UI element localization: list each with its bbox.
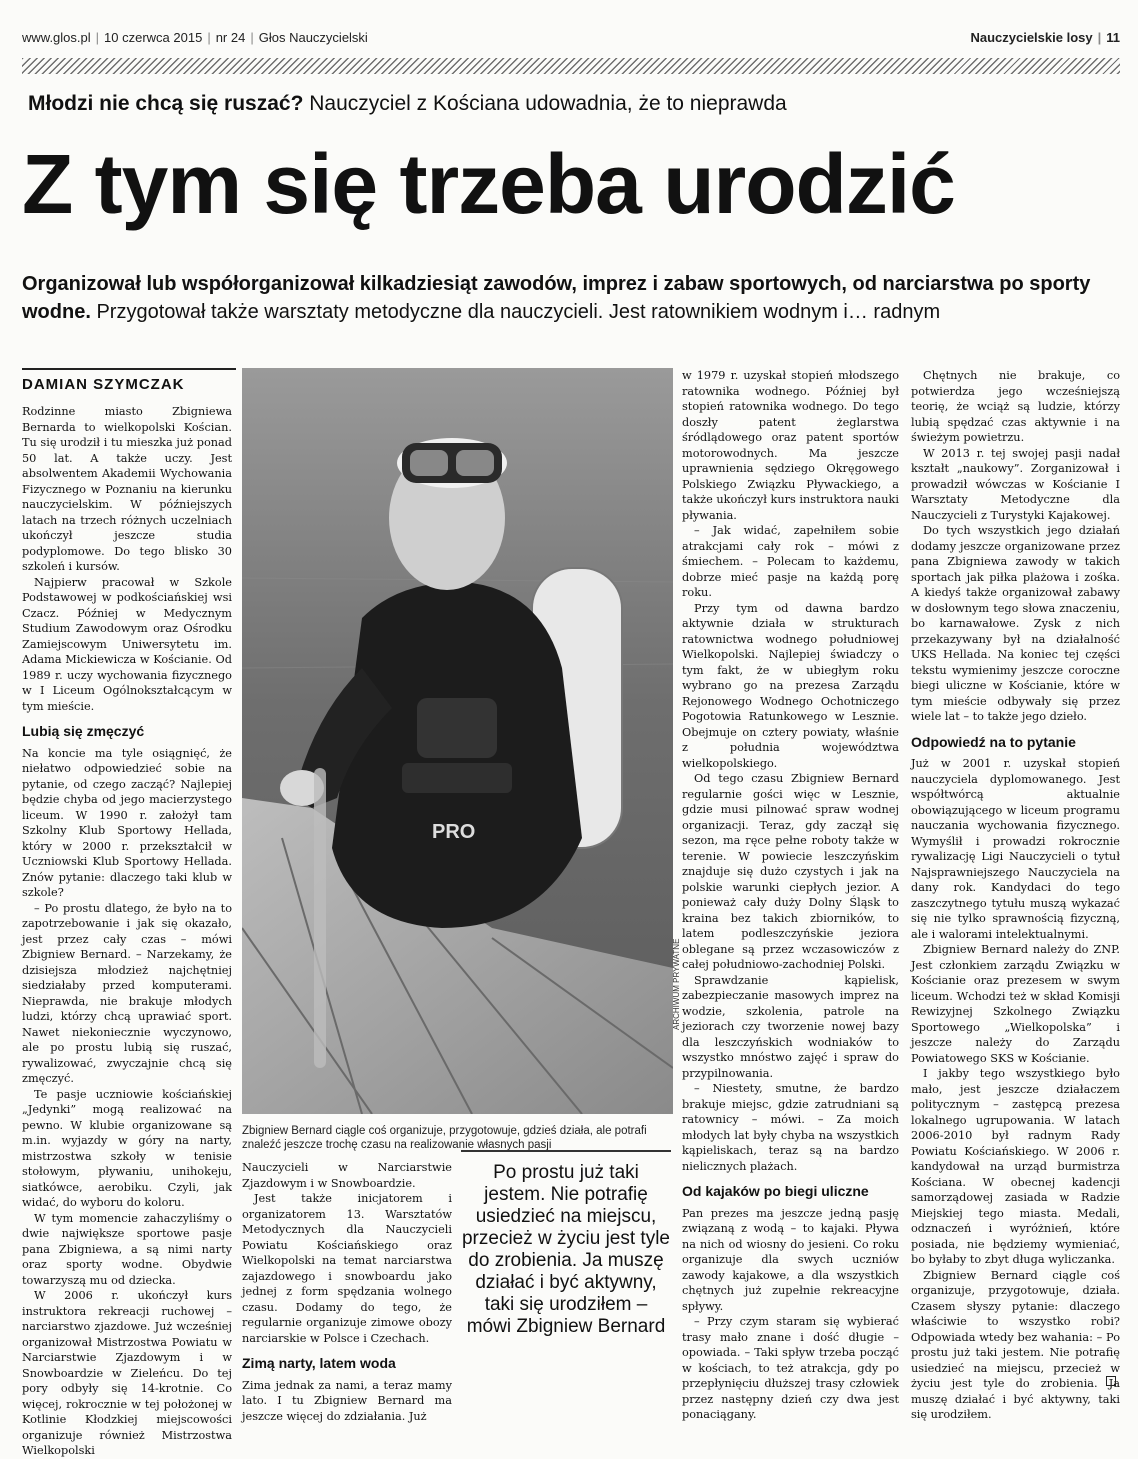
paragraph: – Przy czym staram się wybierać trasy mało znane i dość długie – opowiada. – Taki spływ trzeba począć w kościach, to też atrakcja, gdy po przepłynięciu dłuższej trasy człowiek przez następny dzień czy dwa jest ponaciągany. [682, 1315, 899, 1421]
photo-credit: ARCHIWUM PRYWATNE [672, 938, 681, 1030]
paragraph: Pan prezes ma jeszcze jedną pasję związaną z wodą – to kajaki. Pływa na nich od wiosny do jesieni. Co roku organizuje dla swych uczniów zawody kajakowe, a dla wszystkich chętnych już zupełnie rekreacyjne spływy. [682, 1206, 899, 1313]
column-3 [682, 368, 899, 1423]
header-left: www.glos.pl | 10 czerwca 2015 | nr 24 | Głos Nauczycielski [22, 30, 368, 45]
pull-quote: Po prostu już taki jestem. Nie potrafię usiedzieć na miejscu, przecież w życiu jest tyle do zrobienia. Ja muszę działać i być aktywny, taki się urodziłem – mówi Zbigniew Bernard [461, 1150, 671, 1338]
photo-caption: Zbigniew Bernard ciągle coś organizuje, przygotowuje, gdzieś działa, ale potrafi znaleźć jeszcze trochę czasu na realizowanie własnych pasji [242, 1125, 647, 1151]
paragraph: Te pasje uczniowie kościańskiej „Jedynki” mogą realizować na pewno. W klubie organizowane są m.in. wyjazdy w góry na narty, mistrzostwa szkoły w tenisie stołowym, pływaniu, unihokeju, siatkówce, aerobiku. Czyli, jak widać, do wyboru do koloru. [22, 1087, 232, 1209]
paragraph: Od tego czasu Zbigniew Bernard regularnie gości więc w Lesznie, gdzie musi pilnować spraw wodnej organizacji. Teraz, gdy zaczął się sezon, ma ręce pełne roboty także w terenie. W powiecie leszczyńskim znajduje się dużo czystych i jak na polskie warunki ciepłych jezior. A ponieważ cały duży Dolny Śląsk to kraina bez takich zbiorników, to latem podleszczyńskie jeziora oblegane są przez wczasowiczów z całej południowo-zachodniej Polski. [682, 772, 899, 971]
paragraph: w 1979 r. uzyskał stopień młodszego ratownika wodnego. Później był stopień ratownika wodnego. Do tego doszły patent żeglarstwa śródlądowego oraz patent sportów motorowodnych. Ma jeszcze uprawnienia sędziego Okręgowego Polskiego Związku Pływackiego, a także ukończył kurs instruktora nauki pływania. [682, 369, 899, 522]
subheading: Lubią się zmęczyć [22, 723, 145, 739]
paragraph: W 2013 r. tej swojej pasji nadał kształt „naukowy”. Zorganizował i prowadził wówczas w Kościanie I Warsztaty Metodyczne dla Nauczycieli z Turystyki Kajakowej. [911, 446, 1120, 522]
paragraph: Najpierw pracował w Szkole Podstawowej w podkościańskiej wsi Czacz. Później w Medycznym Studium Zawodowym oraz Ośrodku Zamiejscowym Uniwersytetu im. Adama Mickiewicza w Kościanie. Od 1989 r. uczy wychowania fizycznego w I Liceum Ogólnokształcącym w tym mieście. [22, 575, 232, 713]
kicker-bold: Młodzi nie chcą się ruszać? [28, 92, 304, 115]
column-1 [22, 404, 232, 1459]
paragraph: Do tych wszystkich jego działań dodamy jeszcze organizowane przez pana Zbigniewa zawody w takich sportach jak piłka plażowa i zośka. A kiedyś także organizował zabawy w dosłownym tego słowa znaczeniu, bo karnawałowe. Zysk z nich przekazywany był na działalność UKS Hellada. Na koniec tej części tekstu wymienimy jeszcze coroczne biegi uliczne w Kościanie, które w tym mieście odbywały się przez wiele lat – to także jego dzieło. [911, 524, 1120, 723]
section-name: Nauczycielskie losy [970, 30, 1093, 45]
paragraph: W 2006 r. ukończył kurs instruktora rekreacji ruchowej – narciarstwo zjazdowe. Już wcześniej organizował Mistrzostwa Powiatu w Narciarstwie Zjazdowym i w Snowboardzie w Zieleńcu. Do tej pory odbyły się 14-krotnie. Co więcej, rokrocznie w tej położonej w Kotlinie Kłodzkiej miejscowości organizuje również Mistrzostwa Wielkopolski [22, 1289, 232, 1457]
page-number: 11 [1106, 30, 1120, 45]
lead-rest: Przygotował także warsztaty metodyczne dla nauczycieli. Jest ratownikiem wodnym i… radnym [96, 301, 941, 323]
kicker-rest: Nauczyciel z Kościana udowadnia, że to nieprawda [309, 92, 787, 115]
column-2 [242, 1160, 452, 1424]
article-photo [242, 368, 673, 1114]
kicker [28, 92, 787, 116]
column-4 [911, 368, 1120, 1423]
site-url: www.glos.pl [22, 30, 91, 45]
byline-rule [22, 368, 236, 370]
paragraph: – Niestety, smutne, że bardzo brakuje miejsc, gdzie zatrudniani są ratownicy – mówi. – Za moich młodych lat były chyba na wszystkich kąpieliskach, teraz są na bardzo nielicznych plażach. [682, 1082, 899, 1173]
subheading: Od kajaków po biegi uliczne [682, 1183, 869, 1199]
issue-number: nr 24 [215, 30, 246, 45]
issue-date: 10 czerwca 2015 [104, 30, 203, 45]
wetsuit-text: PRO [432, 821, 476, 843]
paragraph: – Po prostu dlatego, że było na to zapotrzebowanie i jak się okazało, jest przez cały czas – mówi Zbigniew Bernard. – Narzekamy, że dzisiejsza młodzież najchętniej siedziałaby przed komputerami. Nieprawda, nie brakuje młodych ludzi, którzy chcą uprawiać sport. Nawet niekoniecznie wyczynowo, ale po prostu lubią się ruszać, rywalizować, zwyczajnie chcą się zmęczyć. [22, 901, 232, 1085]
end-of-article-mark [1106, 1376, 1116, 1386]
paragraph: Przy tym od dawna bardzo aktywnie działa w strukturach ratownictwa wodnego południowej Wielkopolski. Najlepiej świadczy o tym fakt, że w ubiegłym roku wybrano go na prezesa Zarządu Rejonowego Wodnego Ochotniczego Pogotowia Ratunkowego w Lesznie. Obejmuje on cztery powiaty, właśnie z południa województwa wielkopolskiego. [682, 601, 899, 770]
page-header [22, 30, 1120, 52]
paragraph: Nauczycieli w Narciarstwie Zjazdowym i w Snowboardzie. [242, 1161, 452, 1190]
hatched-divider [22, 58, 1120, 74]
paragraph: – Jak widać, zapełniłem sobie atrakcjami cały rok – mówi z śmiechem. – Polecam to każdemu, dobrze mieć pasje na każdą porę roku. [682, 524, 899, 599]
paragraph: Już w 2001 r. uzyskał stopień nauczyciela dyplomowanego. Jest współtwórcą aktualnie obowiązującego w liceum programu nauczania wychowania fizycznego. Wymyślił i prowadzi rokrocznie rywalizację Ligi Nauczycieli o tytuł Najsprawniejszego Nauczyciela na dany rok. Kandydaci do tego zaszczytnego tytułu muszą wykazać się nie tylko sprawnością fizyczną, ale i walorami intelektualnymi. [911, 757, 1120, 941]
paragraph: Zbigniew Bernard należy do ZNP. Jest członkiem zarządu Związku w Kościanie oraz prezesem w swym liceum. Wchodzi też w skład Komisji Rewizyjnej Szkolnego Związku Sportowego „Wielkopolska” i jeszcze należy do Zarządu Powiatowego SKS w Kościanie. [911, 943, 1120, 1065]
paragraph: Sprawdzanie kąpielisk, zabezpieczanie masowych imprez na wodzie, szkolenia, patrole na jeziorach czy tworzenie nowej bazy dla leszczyńskich wodniaków to wszystko mnóstwo zajęć i spraw do przypilnowania. [682, 973, 899, 1080]
lead [22, 270, 1122, 326]
header-right: Nauczycielskie losy | 11 [970, 30, 1120, 45]
publication-name: Głos Nauczycielski [258, 30, 368, 45]
paragraph: I jakby tego wszystkiego było mało, jest jeszcze działaczem politycznym – zastępcą prezesa lokalnego ugrupowania. W latach 2006-2010 był radnym Rady Powiatu Kościańskiego. W 2006 r. kandydował na urząd burmistrza Kościana. W obecnej kadencji samorządowej zasiada w Radzie Miejskiej tego miasta. Medali, odznaczeń i wyróżnień, które posiada, nie będziemy wymieniać, bo byłaby to zbyt długa wyliczanka. [911, 1067, 1120, 1266]
lead-bold: Organizował lub współorganizował kilkadziesiąt zawodów, imprez i zabaw sportowych, od narciarstwa po sporty wodne. [22, 273, 1091, 323]
paragraph: Zbigniew Bernard ciągle coś organizuje, przygotowuje, działa. Czasem słyszy pytanie: dlaczego właściwie to wszystko robi? Odpowiada wtedy bez wahania: – Po prostu już taki jestem. Nie potrafię usiedzieć na miejscu, przecież w życiu jest tyle do zrobienia. Ja muszę działać i być aktywny, taki się urodziłem. [911, 1268, 1120, 1421]
paragraph: W tym momencie zahaczyliśmy o dwie największe sportowe pasje pana Zbigniewa, a są nimi narty oraz sporty wodne. Obydwie towarzyszą mu od dziecka. [22, 1211, 232, 1287]
paragraph: Na koncie ma tyle osiągnięć, że niełatwo odpowiedzieć sobie na pytanie, od czego zacząć? Najlepiej będzie chyba od jego macierzystego liceum. W 1990 r. założył tam Szkolny Klub Sportowy Hellada, który w 2000 r. przekształcił w Uczniowski Klub Sportowy Hellada. Znów pytanie: dlaczego taki klub w szkole? [22, 746, 232, 899]
paragraph: Jest także inicjatorem i organizatorem 13. Warsztatów Metodycznych dla Nauczycieli Powiatu Kościańskiego oraz Wielkopolski na temat narciarstwa zajazdowego i snowboardu jako jednej z form spędzania wolnego czasu. Dodamy do tego, że regularnie organizuje zimowe obozy narciarskie w Polsce i Czechach. [242, 1192, 452, 1345]
paragraph: Chętnych nie brakuje, co potwierdza jego wcześniejszą teorię, że wciąż są ludzie, którzy lubią spędzać czas aktywnie i na świeżym powietrzu. [911, 369, 1120, 444]
paragraph: Rodzinne miasto Zbigniewa Bernarda to wielkopolski Kościan. Tu się urodził i tu mieszka już ponad 50 lat. A także uczy. Jest absolwentem Akademii Wychowania Fizycznego w Poznaniu na kierunku nauczycielskim. W późniejszych latach na trzech różnych uczelniach ukończył jeszcze studia podyplomowe. Do tego blisko 30 szkoleń i kursów. [22, 405, 232, 573]
diver-photo-illustration [242, 368, 673, 1114]
subheading: Zimą narty, latem woda [242, 1355, 396, 1371]
byline: DAMIAN SZYMCZAK [22, 376, 185, 393]
paragraph: Zima jednak za nami, a teraz mamy lato. I tu Zbigniew Bernard ma jeszcze więcej do zdziałania. Już [242, 1378, 452, 1423]
subheading: Odpowiedź na to pytanie [911, 733, 1076, 750]
headline: Z tym się trzeba urodzić [22, 137, 955, 231]
